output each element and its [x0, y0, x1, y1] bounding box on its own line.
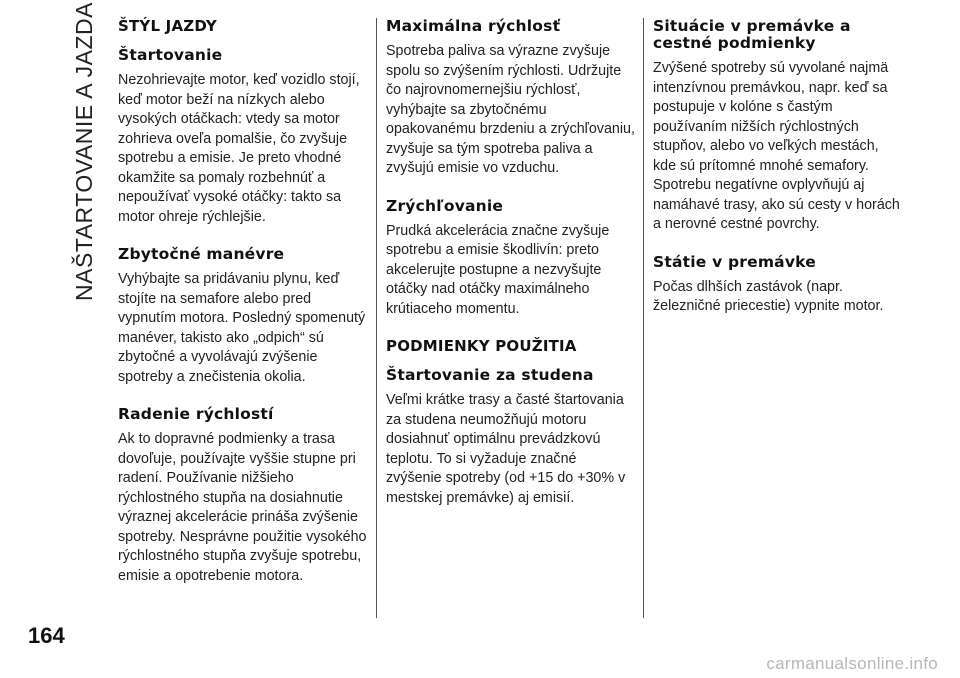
section-heading: Štartovanie: [118, 46, 223, 64]
section-heading: Situácie v premávke a cestné podmienky: [653, 17, 851, 52]
column-divider: [376, 18, 377, 618]
watermark: carmanualsonline.info: [766, 654, 938, 673]
section-heading: Státie v premávke: [653, 252, 816, 271]
chapter-heading: ŠTÝL JAZDY: [118, 17, 217, 35]
paragraph: Zvýšené spotreby sú vyvolané najmä intenzívnou premávkou, napr. keď sa postupuje v kolóne s častým používaním nižších rýchlostných stupňov, alebo vo veľkých mestách, kde sú prítomné mnohé semafory. Spotrebu negatívne ovplyvňujú aj namáhavé trasy, ako sú cesty v horách a nerovné cestné povrchy.: [653, 60, 900, 232]
chapter-heading: PODMIENKY POUŽITIA: [386, 337, 577, 355]
paragraph: Ak to dopravné podmienky a trasa dovoľuje, používajte vyššie stupne pri radení. Používanie nižšieho rýchlostného stupňa na dosiahnutie výraznej akcelerácie prináša zvýšenie spotreby. Nesprávne použitie vysokého rýchlostného stupňa zvyšuje spotrebu, emisie a opotrebenie motora.: [118, 431, 367, 584]
paragraph: Prudká akcelerácia značne zvyšuje spotrebu a emisie škodlivín: preto akcelerujte postupne a nezvyšujte otáčky nad otáčky maximálneho krútiaceho momentu.: [386, 222, 610, 317]
section-heading: Zrýchľovanie: [386, 196, 504, 215]
paragraph: Veľmi krátke trasy a časté štartovania za studena neumožňujú motoru dosiahnuť optimálnu prevádzkovú teplotu. To si vyžaduje značné zvýšenie spotreby (od +15 do +30% v mestskej premávke) aj emisií.: [386, 392, 626, 506]
paragraph: Spotreba paliva sa výrazne zvyšuje spolu so zvýšením rýchlosti. Udržujte čo najrovnomernejšiu rýchlosť, vyhýbajte sa zbytočnému opakovanému brzdeniu a zrýchľovaniu, zvyšuje sa tým spotreba paliva a zvyšujú emisie vo vzduchu.: [386, 43, 635, 176]
side-title-text: NAŠTARTOVANIE A JAZDA: [70, 2, 97, 301]
paragraph: Vyhýbajte sa pridávaniu plynu, keď stojíte na semafore alebo pred vypnutím motora. Posledný spomenutý manéver, takisto ako „odpich“ sú zbytočné a vyvolávajú zvýšenie spotreby a znečistenia okolia.: [118, 271, 366, 385]
chapter-side-title: [69, 2, 99, 301]
section-heading: Štartovanie za studena: [386, 366, 594, 384]
column-divider: [643, 18, 644, 618]
text-column-3: [653, 18, 903, 336]
text-column-1: [118, 18, 368, 605]
section-heading: Zbytočné manévre: [118, 245, 285, 263]
paragraph: Počas dlhších zastávok (napr. železničné priecestie) vypnite motor.: [653, 278, 884, 314]
paragraph: Nezohrievajte motor, keď vozidlo stojí, keď motor beží na nízkych alebo vysokých otáčkach: vtedy sa motor zohrieva oveľa pomalšie, čo zvyšuje spotrebu a emisie. Je preto vhodné okamžite sa pomaly rozbehnúť a nepoužívať vysoké otáčky: takto sa motor ohreje rýchlejšie.: [118, 72, 360, 225]
page-number: 164: [28, 623, 65, 648]
section-heading: Radenie rýchlostí: [118, 405, 274, 423]
section-heading: Maximálna rýchlosť: [386, 17, 561, 35]
text-column-2: [386, 18, 636, 527]
